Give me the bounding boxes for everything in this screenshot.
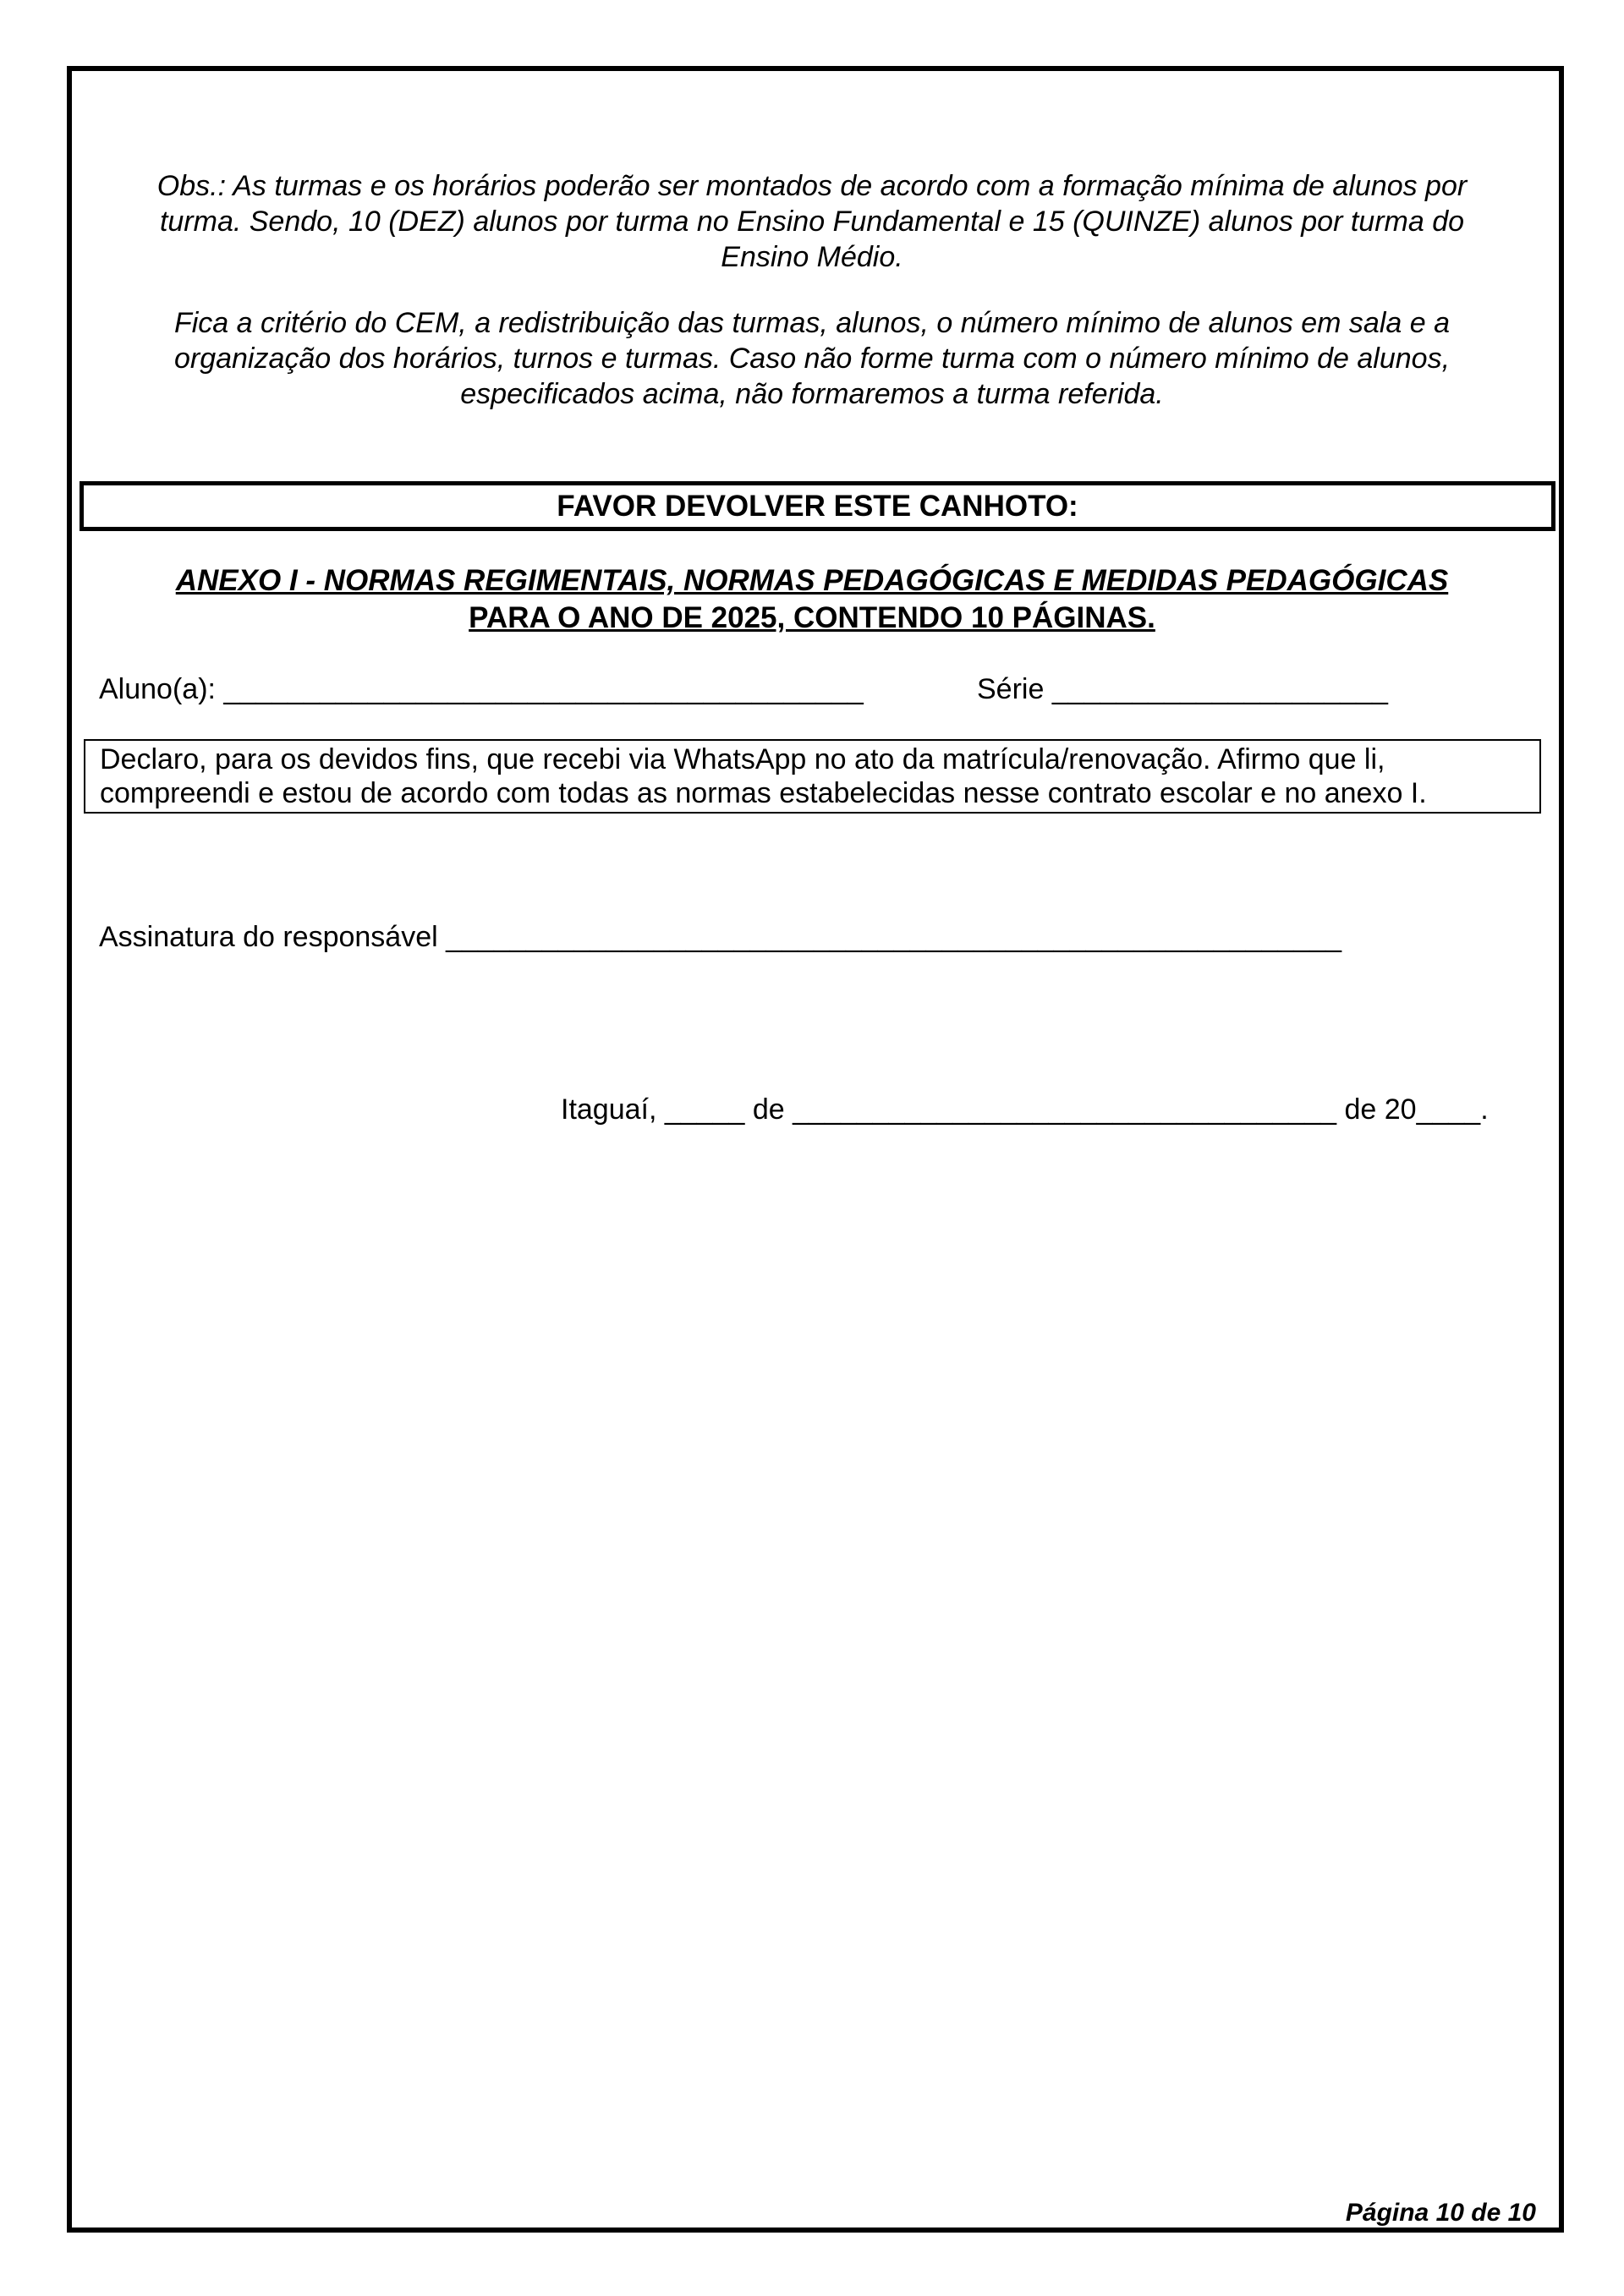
guardian-signature-field[interactable]: Assinatura do responsável ________________________________________________________ xyxy=(99,921,1342,953)
declaration-line: compreendi e estou de acordo com todas as normas estabelecidas nesse contrato escolar e no anexo I. xyxy=(100,777,1427,809)
anexo-title-line: ANEXO I - NORMAS REGIMENTAIS, NORMAS PEDAGÓGICAS E MEDIDAS PEDAGÓGICAS xyxy=(175,564,1449,597)
grade-field[interactable]: Série _____________________ xyxy=(977,673,1388,705)
declaration-box xyxy=(84,739,1541,814)
criteria-line: especificados acima, não formaremos a turma referida. xyxy=(460,378,1164,410)
observation-line: Ensino Médio. xyxy=(721,241,903,273)
student-name-field[interactable]: Aluno(a): ________________________________________ xyxy=(99,673,864,705)
canhoto-heading-box xyxy=(80,481,1555,531)
criteria-paragraph xyxy=(93,305,1531,412)
place-date-field[interactable]: Itaguaí, _____ de __________________________________ de 20____. xyxy=(561,1093,1489,1126)
criteria-line: organização dos horários, turnos e turmas. Caso não forme turma com o número mínimo de alunos, xyxy=(173,342,1451,375)
page-number: Página 10 de 10 xyxy=(1345,2199,1536,2227)
canhoto-heading: FAVOR DEVOLVER ESTE CANHOTO: xyxy=(557,489,1078,523)
observation-line: Obs.: As turmas e os horários poderão ser montados de acordo com a formação mínima de alunos por xyxy=(156,170,1468,202)
declaration-line: Declaro, para os devidos fins, que recebi via WhatsApp no ato da matrícula/renovação. Afirmo que li, xyxy=(100,743,1385,775)
observation-paragraph xyxy=(93,168,1531,275)
criteria-line: Fica a critério do CEM, a redistribuição das turmas, alunos, o número mínimo de alunos em sala e a xyxy=(173,307,1451,339)
anexo-title-line: PARA O ANO DE 2025, CONTENDO 10 PÁGINAS. xyxy=(469,601,1155,634)
observation-line: turma. Sendo, 10 (DEZ) alunos por turma no Ensino Fundamental e 15 (QUINZE) alunos por turma do xyxy=(159,205,1465,238)
anexo-title xyxy=(93,562,1531,637)
